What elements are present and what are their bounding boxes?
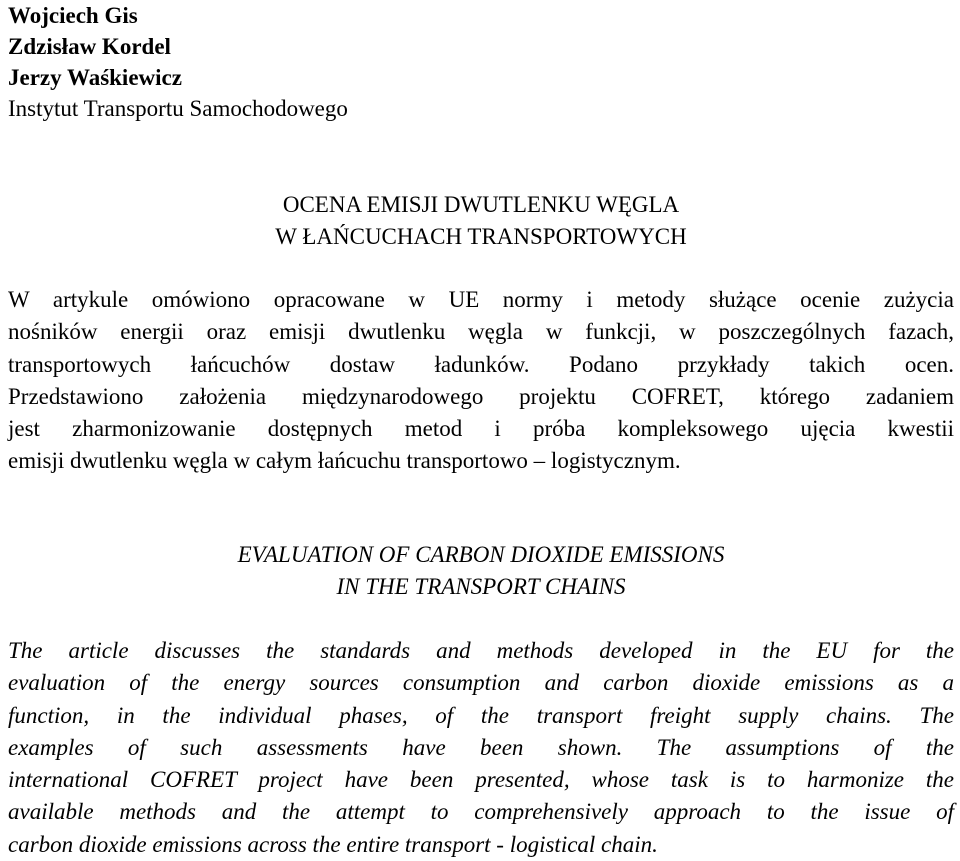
title-polish-line: W ŁAŃCUCHACH TRANSPORTOWYCH [275,224,687,249]
author-name: Jerzy Waśkiewicz [8,65,182,90]
abstract-polish-line: transportowych łańcuchów dostaw ładunków. Podano przykłady takich ocen. [8,351,954,377]
abstract-english-line: carbon dioxide emissions across the entire transport - logistical chain. [8,831,658,857]
abstract-polish-line: Przedstawiono założenia międzynarodowego projektu COFRET, którego zadaniem [8,383,954,409]
abstract-english-line: international COFRET project have been presented, whose task is to harmonize the [8,767,954,793]
title-english [8,539,954,603]
abstract-english [8,635,954,861]
abstract-english-line: evaluation of the energy sources consumption and carbon dioxide emissions as a [8,670,954,696]
title-english-line: EVALUATION OF CARBON DIOXIDE EMISSIONS [237,542,725,567]
author-name: Zdzisław Kordel [8,34,171,59]
abstract-polish-line: W artykule omówiono opracowane w UE normy i metody służące ocenie zużycia [8,287,954,312]
author-name: Wojciech Gis [8,3,138,28]
author-block [8,0,348,124]
abstract-english-line: examples of such assessments have been shown. The assumptions of the [8,734,954,760]
abstract-polish-line: jest zharmonizowanie dostępnych metod i próba kompleksowego ujęcia kwestii [8,416,954,442]
abstract-english-line: The article discusses the standards and methods developed in the EU for the [8,638,954,663]
abstract-polish [8,284,954,478]
abstract-polish-line: nośników energii oraz emisji dwutlenku węgla w funkcji, w poszczególnych fazach, [8,319,954,345]
abstract-polish-line: emisji dwutlenku węgla w całym łańcuchu transportowo – logistycznym. [8,448,681,474]
abstract-english-line: function, in the individual phases, of the transport freight supply chains. The [8,702,954,728]
affiliation: Instytut Transportu Samochodowego [8,96,348,121]
abstract-english-line: available methods and the attempt to comprehensively approach to the issue of [8,799,954,825]
title-polish [8,189,954,253]
title-polish-line: OCENA EMISJI DWUTLENKU WĘGLA [282,192,680,217]
title-english-line: IN THE TRANSPORT CHAINS [336,574,626,599]
